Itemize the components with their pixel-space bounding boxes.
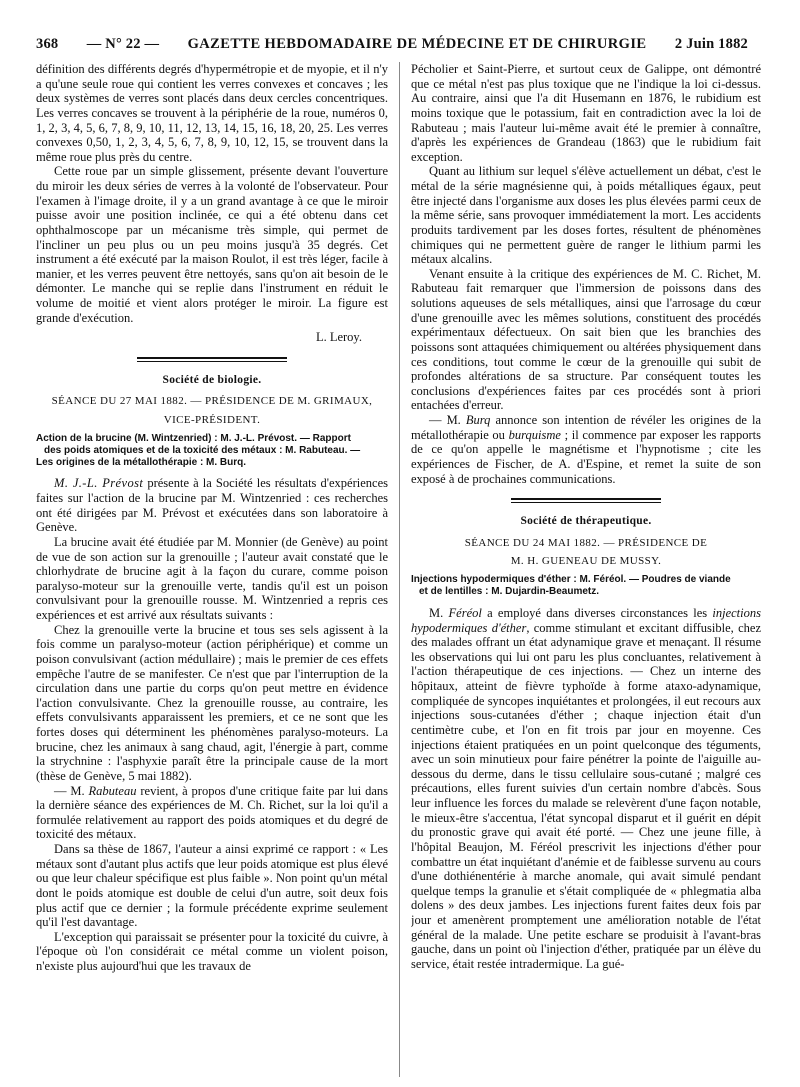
journal-title: GAZETTE HEBDOMADAIRE DE MÉDECINE ET DE CHIRURGIE: [187, 36, 647, 52]
paragraph-text: annonce son intention de révéler les origines de la métallothérapie ou: [411, 413, 761, 442]
left-column: [36, 62, 388, 1082]
paragraph-text: ; il commence par exposer les rapports de ce qu'on appelle le magnétisme et l'hypnotisme ; cite les expériences de Fischer, de A. d'Espine, et remet la suite de son exposé à de prochaines communications.: [411, 427, 761, 486]
emphasis: burquisme: [508, 427, 561, 442]
paragraph: [411, 413, 761, 486]
society-heading: Société de biologie.: [162, 373, 262, 386]
summary-line: Les origines de la métallothérapie : M. Burq.: [36, 456, 247, 468]
summary-line: et de lentilles : M. Dujardin-Beaumetz.: [419, 586, 600, 598]
paragraph: [36, 476, 388, 535]
paragraph-text: revient, à propos d'une critique faite par lui dans la dernière séance des expériences de M. Ch. Richet, sur la loi qu'il a formulée relativement au rapport des poids atomiques et du degré de toxicité des métaux.: [36, 783, 388, 842]
paragraph: Cette roue par un simple glissement, présente devant l'ouverture du miroir les deux séries de verres à la volonté de l'observateur. Pour l'examen à l'image droite, il y a un grand avantage à ce que le miroir puisse avoir une position inclinée, ce qui a été obtenu dans cet ophthalmoscope par un mécanisme très simple, qui permet de l'incliner un peu plus ou un peu moins jusqu'à 35 degrés. Cet instrument a été exécuté par la maison Roulot, il est très léger, facile à manier, et les verres peuvent être nettoyés, sans qu'on ait besoin de le démonter. Le manche qui se replie dans l'instrument en réduit le volume de moitié et vient alors protéger le miroir. La figure est grande d'exécution.: [36, 164, 388, 325]
page-number: 368: [36, 36, 59, 52]
dash-prefix: — M.: [429, 413, 466, 427]
summary-line: Injections hypodermiques d'éther : M. Féréol. — Poudres de viande: [411, 574, 731, 586]
author-signature: L. Leroy.: [315, 330, 362, 345]
right-column: [411, 62, 761, 1082]
paragraph-text: M.: [429, 605, 449, 620]
paragraph: L'exception qui paraissait se présenter pour la toxicité du cuivre, à l'époque où l'on considérait ce métal comme un violent poison, n'existe plus aujourd'hui que les travaux de: [36, 929, 388, 974]
paragraph-text: a employé dans diverses circonstances les: [481, 605, 713, 620]
paragraph: [36, 784, 388, 843]
paragraph: [411, 606, 761, 972]
seance-line: SÉANCE DU 24 MAI 1882. — PRÉSIDENCE DE: [464, 536, 708, 549]
session-summary: [411, 574, 761, 598]
dash-prefix: — M.: [54, 783, 89, 798]
paragraph: Venant ensuite à la critique des expériences de M. C. Richet, M. Rabuteau fait remarquer que l'immersion de poissons dans des solutions aqueuses de sels métalliques, ainsi que l'arrosage du cœur d'une grenouille avec les mêmes solutions, constituent des procédés expérimentaux défectueux. On sait bien que les branchies des poissons sont attaquées chimiquement ou altérées physiquement dans ces conditions, tout comme le cœur de la grenouille qui subit de profondes altérations de sa structure. Par conséquent toutes les conclusions d'expériences faites par ces procédés sont à priori entachées d'erreur.: [411, 266, 761, 413]
speaker-name: Féréol: [448, 605, 482, 620]
summary-line: Action de la brucine (M. Wintzenried) : M. J.-L. Prévost. — Rapport: [36, 433, 351, 445]
paragraph: La brucine avait été étudiée par M. Monnier (de Genève) au point de vue de son action sur la grenouille ; l'auteur avait constaté que le chlorhydrate de brucine agit à la façon du curare, comme poison paralyso-moteur sur la grenouille verte, tandis qu'il est un poison convulsivant pour la grenouille rousse. M. Wintzenried a repris ces expériences et est arrivé aux résultats suivants :: [36, 534, 388, 623]
society-heading: Société de thérapeutique.: [520, 515, 652, 528]
paragraph-text: , comme stimulant et excitant diffusible, chez des malades offrant un état adynamique grave et menaçant. Il résume les observations qui lui ont paru les plus concluantes, relativement à l'action thérapeutique de ces injections. — Chez un interne des hôpitaux, atteint de fièvre typhoïde à forme ataxo-adynamique, compliquée de syncopes inquiétantes et prolongées, il eut recours aux injections sous-cutanées d'éther ; chaque injection était d'un centimètre cube, et l'on en fit trois par jour en moyenne. Ces injections étaient pratiquées en un point quelconque des téguments, avec un soin minutieux pour faire pénétrer la pointe de l'aiguille au-dessous du derme, dans le tissu cellulaire sous-cutané ; malgré ces précautions, elles furent suivies d'un certain nombre d'abcès. Sous leur influence les forces du malade se relevèrent d'une façon notable, le mieux-être s'accentua, l'état syncopal disparut et il guérit en dépit du pronostic grave qui avait été porté. — Chez une jeune fille, à l'hôpital Beaujon, M. Féréol prescrivit les injections d'éther pour combattre un état inquiétant d'anémie et de faiblesse survenu au cours d'une dothiénentérie à marche anomale, qui avait simulé pendant quelque temps la granulie et s'était compliquée de « phlegmatia alba dolens » des deux jambes. Les injections furent faites deux fois par jour et amenèrent promptement une amélioration notable de l'état général de la malade. Une petite eschare se produisit à l'avant-bras gauche, dans un point où l'injection d'éther, pratiquée par un élève du service, était restée intradermique. La gué-: [411, 620, 761, 971]
paragraph: Quant au lithium sur lequel s'élève actuellement un débat, c'est le métal de la série magnésienne qui, à poids métalliques égaux, peut être injecté dans l'organisme aux doses les plus élevées parmi ceux de la même série, sans provoquer immédiatement la mort. Les accidents produits tardivement par les doses fortes, résultent de phénomènes chimiques qui ne permettent guère de ranger le lithium parmi les métaux alcalins.: [411, 164, 761, 267]
section-separator: [511, 498, 661, 503]
seance-line: SÉANCE DU 27 MAI 1882. — PRÉSIDENCE DE M. GRIMAUX,: [51, 395, 373, 408]
paragraph: Dans sa thèse de 1867, l'auteur a ainsi exprimé ce rapport : « Les métaux sont d'autant plus actifs que leur poids atomique est plus élevé ou que leur chaleur spécifique est plus faible ». Non point qu'un métal dont le poids atomique est double de celui d'un autre, soit deux fois plus actif que ce dernier ; la formule précédente exprime seulement qu'il l'est davantage.: [36, 842, 388, 930]
speaker-name: Burq: [465, 413, 491, 427]
paragraph-text: présente à la Société les résultats d'expériences faites sur l'action de la brucine par M. Wintzenried : ces recherches ont été dirigées par M. Prévost et exécutées dans son laboratoire à Genève.: [36, 476, 388, 535]
column-divider: [399, 62, 400, 1077]
session-summary: [36, 433, 388, 468]
issue-date: 2 Juin 1882: [674, 36, 748, 52]
paragraph: Chez la grenouille verte la brucine et tous ses sels agissent à la fois comme un paralyso-moteur (action périphérique) et comme un poison convulsivant (action médullaire) ; mais le premier de ces effets empêche l'autre de se manifester. Ce n'est que par l'interruption de la circulation dans une partie du corps qu'on peut mettre en évidence l'action convulsivante. Chez la grenouille rousse, au contraire, les effets convulsivants apparaissent les premiers, et ce ne sont que les fortes doses qui déterminent les phénomènes paralyso-moteurs. La brucine, chez les animaux à sang chaud, agit, l'énergie à part, comme la strychnine : l'asphyxie paraît être la principale cause de la mort (thèse de Genève, 5 mai 1882).: [36, 622, 388, 783]
speaker-name: Rabuteau: [88, 783, 137, 798]
page-header: [36, 36, 748, 56]
issue-number: — N° 22 —: [86, 36, 160, 52]
paragraph: définition des différents degrés d'hypermétropie et de myopie, et il n'y a qu'une seule roue qui contient les verres convexes et concaves ; les deux systèmes de verres sont placés dans deux cercles concentriques. Les verres concaves se trouvent à la périphérie de la roue, numéros 0, 1, 2, 3, 4, 5, 6, 7, 8, 9, 10, 11, 12, 13, 14, 15, 16, 18, 20, 25. Les verres convexes 0,50, 1, 2, 3, 4, 5, 6, 7, 8, 9, 10, 12, 15, se trouvent dans la même roue plus près du centre.: [36, 62, 388, 164]
paragraph: Pécholier et Saint-Pierre, et surtout ceux de Galippe, ont démontré que ce métal n'est pas plus toxique que ne l'indique la loi ci-dessus. Au contraire, ainsi que l'a dit Husemann en 1876, le rubidium est moins toxique que le potassium, fait en contradiction avec la loi de Rabuteau ; mais l'auteur lui-même avait été le premier à connaître, d'après les expériences de Grandeau (1863) que le rubidium fait exception.: [411, 62, 761, 164]
emphasis: injections hypodermiques d'éther: [411, 605, 761, 635]
section-separator: [137, 357, 287, 362]
speaker-name: M. J.-L. Prévost: [54, 476, 144, 491]
seance-line: VICE-PRÉSIDENT.: [163, 414, 261, 427]
seance-line: M. H. GUENEAU DE MUSSY.: [510, 555, 662, 568]
summary-line: des poids atomiques et de la toxicité des métaux : M. Rabuteau. —: [44, 444, 361, 456]
